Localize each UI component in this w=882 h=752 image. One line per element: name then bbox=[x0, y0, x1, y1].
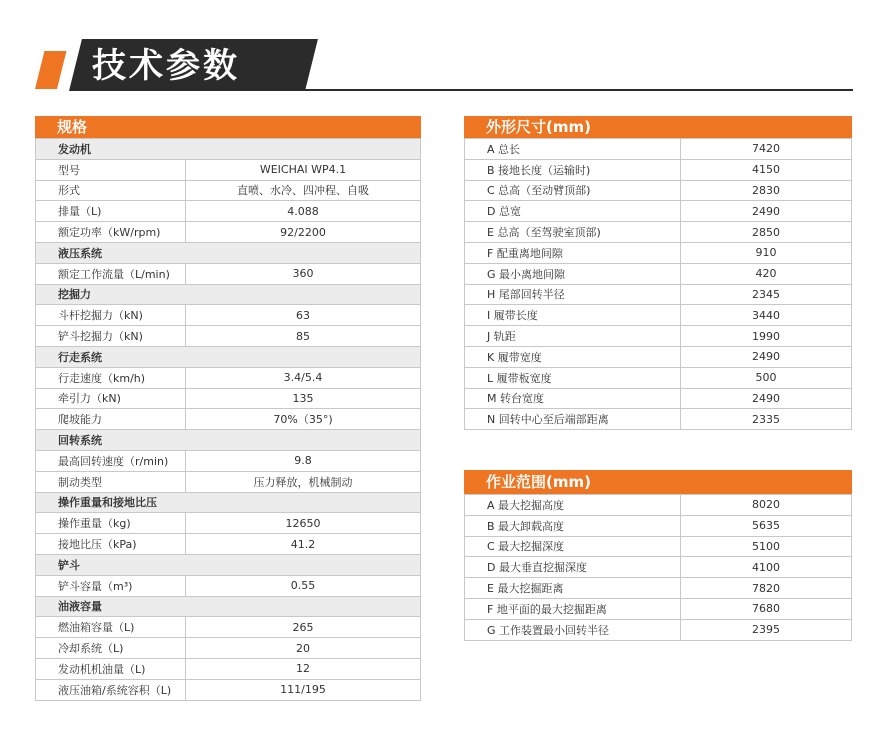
param-name: 接地比压（kPa) bbox=[36, 534, 186, 555]
param-value: 2490 bbox=[681, 201, 852, 222]
param-value: 92/2200 bbox=[186, 222, 421, 243]
param-value: 7680 bbox=[681, 598, 852, 619]
table-row bbox=[465, 180, 852, 201]
table-row bbox=[36, 367, 421, 388]
param-value: 41.2 bbox=[186, 534, 421, 555]
table-row bbox=[36, 159, 421, 180]
table-row bbox=[36, 305, 421, 326]
param-value: 2395 bbox=[681, 619, 852, 640]
param-value: 4.088 bbox=[186, 201, 421, 222]
param-name: A 总长 bbox=[465, 139, 681, 160]
table-row bbox=[465, 388, 852, 409]
param-value: 360 bbox=[186, 263, 421, 284]
param-name: J 轨距 bbox=[465, 326, 681, 347]
specs-panel bbox=[35, 116, 421, 701]
param-name: I 履带长度 bbox=[465, 305, 681, 326]
table-row bbox=[465, 346, 852, 367]
param-name: L 履带板宽度 bbox=[465, 367, 681, 388]
table-row bbox=[465, 222, 852, 243]
dimensions-panel bbox=[464, 116, 852, 430]
param-name: 最高回转速度（r/min) bbox=[36, 450, 186, 471]
table-row bbox=[36, 263, 421, 284]
param-value: 0.55 bbox=[186, 575, 421, 596]
param-value: 5100 bbox=[681, 536, 852, 557]
specs-table bbox=[35, 138, 421, 701]
table-row bbox=[36, 471, 421, 492]
param-value: 12 bbox=[186, 658, 421, 679]
table-row bbox=[465, 326, 852, 347]
param-name: E 总高（至驾驶室顶部) bbox=[465, 222, 681, 243]
table-row bbox=[465, 409, 852, 430]
param-value: 3.4/5.4 bbox=[186, 367, 421, 388]
specs-header: 规格 bbox=[35, 116, 421, 138]
section-header-row bbox=[36, 596, 421, 617]
param-name: 铲斗容量（m³) bbox=[36, 575, 186, 596]
param-value: 500 bbox=[681, 367, 852, 388]
param-value: 265 bbox=[186, 617, 421, 638]
table-row bbox=[36, 326, 421, 347]
page-title: 技术参数 bbox=[92, 46, 240, 86]
param-name: 爬坡能力 bbox=[36, 409, 186, 430]
param-name: 铲斗挖掘力（kN) bbox=[36, 326, 186, 347]
table-row bbox=[36, 409, 421, 430]
table-row bbox=[465, 263, 852, 284]
param-name: 操作重量（kg) bbox=[36, 513, 186, 534]
param-value: 70%（35°) bbox=[186, 409, 421, 430]
table-row bbox=[36, 658, 421, 679]
table-row bbox=[465, 367, 852, 388]
table-row bbox=[465, 578, 852, 599]
param-name: 斗杆挖掘力（kN) bbox=[36, 305, 186, 326]
param-name: 额定工作流量（L/min) bbox=[36, 263, 186, 284]
param-value: 直喷、水冷、四冲程、自吸 bbox=[186, 180, 421, 201]
table-row bbox=[465, 201, 852, 222]
section-header-row bbox=[36, 242, 421, 263]
param-value: 63 bbox=[186, 305, 421, 326]
table-row bbox=[36, 388, 421, 409]
param-value: 4150 bbox=[681, 159, 852, 180]
working-range-table bbox=[464, 494, 852, 641]
title-underline bbox=[275, 89, 853, 91]
param-name: 牵引力（kN) bbox=[36, 388, 186, 409]
param-value: 910 bbox=[681, 242, 852, 263]
table-row bbox=[36, 679, 421, 700]
table-row bbox=[465, 598, 852, 619]
title-accent-stripe bbox=[35, 51, 66, 89]
param-value: 2830 bbox=[681, 180, 852, 201]
param-value: 5635 bbox=[681, 515, 852, 536]
table-row bbox=[36, 513, 421, 534]
table-row bbox=[465, 284, 852, 305]
param-name: C 总高（至动臂顶部) bbox=[465, 180, 681, 201]
section-header-row bbox=[36, 430, 421, 451]
table-row bbox=[36, 201, 421, 222]
section-title: 发动机 bbox=[36, 139, 421, 160]
section-header-row bbox=[36, 554, 421, 575]
param-value: WEICHAI WP4.1 bbox=[186, 159, 421, 180]
param-value: 420 bbox=[681, 263, 852, 284]
param-value: 压力释放，机械制动 bbox=[186, 471, 421, 492]
table-row bbox=[36, 575, 421, 596]
param-name: H 尾部回转半径 bbox=[465, 284, 681, 305]
param-name: 形式 bbox=[36, 180, 186, 201]
param-name: F 地平面的最大挖掘距离 bbox=[465, 598, 681, 619]
dimensions-header: 外形尺寸(mm) bbox=[464, 116, 852, 138]
param-name: 液压油箱/系统容积（L) bbox=[36, 679, 186, 700]
param-value: 135 bbox=[186, 388, 421, 409]
param-value: 9.8 bbox=[186, 450, 421, 471]
dimensions-table bbox=[464, 138, 852, 430]
param-name: G 工作装置最小回转半径 bbox=[465, 619, 681, 640]
param-name: G 最小离地间隙 bbox=[465, 263, 681, 284]
param-name: 行走速度（km/h) bbox=[36, 367, 186, 388]
param-value: 2850 bbox=[681, 222, 852, 243]
table-row bbox=[36, 180, 421, 201]
param-name: 排量（L) bbox=[36, 201, 186, 222]
working-range-panel bbox=[464, 470, 852, 641]
param-name: E 最大挖掘距离 bbox=[465, 578, 681, 599]
param-value: 1990 bbox=[681, 326, 852, 347]
table-row bbox=[465, 242, 852, 263]
param-name: 冷却系统（L) bbox=[36, 638, 186, 659]
param-value: 7820 bbox=[681, 578, 852, 599]
param-name: A 最大挖掘高度 bbox=[465, 495, 681, 516]
table-row bbox=[465, 495, 852, 516]
param-value: 2345 bbox=[681, 284, 852, 305]
param-name: F 配重离地间隙 bbox=[465, 242, 681, 263]
param-value: 4100 bbox=[681, 557, 852, 578]
table-row bbox=[465, 159, 852, 180]
param-name: 制动类型 bbox=[36, 471, 186, 492]
param-value: 2335 bbox=[681, 409, 852, 430]
param-value: 8020 bbox=[681, 495, 852, 516]
table-row bbox=[36, 617, 421, 638]
section-title: 油液容量 bbox=[36, 596, 421, 617]
param-name: 额定功率（kW/rpm) bbox=[36, 222, 186, 243]
working-range-header: 作业范围(mm) bbox=[464, 470, 852, 494]
section-title: 行走系统 bbox=[36, 346, 421, 367]
param-value: 2490 bbox=[681, 346, 852, 367]
param-name: M 转台宽度 bbox=[465, 388, 681, 409]
param-name: D 最大垂直挖掘深度 bbox=[465, 557, 681, 578]
section-title: 液压系统 bbox=[36, 242, 421, 263]
section-header-row bbox=[36, 139, 421, 160]
table-row bbox=[36, 222, 421, 243]
param-value: 3440 bbox=[681, 305, 852, 326]
table-row bbox=[465, 619, 852, 640]
param-name: C 最大挖掘深度 bbox=[465, 536, 681, 557]
param-value: 2490 bbox=[681, 388, 852, 409]
param-name: 燃油箱容量（L) bbox=[36, 617, 186, 638]
param-name: K 履带宽度 bbox=[465, 346, 681, 367]
table-row bbox=[465, 515, 852, 536]
table-row bbox=[36, 450, 421, 471]
param-name: N 回转中心至后端部距离 bbox=[465, 409, 681, 430]
table-row bbox=[465, 139, 852, 160]
param-value: 111/195 bbox=[186, 679, 421, 700]
section-header-row bbox=[36, 284, 421, 305]
title-banner bbox=[35, 39, 853, 94]
table-row bbox=[465, 536, 852, 557]
param-value: 7420 bbox=[681, 139, 852, 160]
param-name: 型号 bbox=[36, 159, 186, 180]
section-title: 挖掘力 bbox=[36, 284, 421, 305]
table-row bbox=[36, 534, 421, 555]
table-row bbox=[36, 638, 421, 659]
section-title: 铲斗 bbox=[36, 554, 421, 575]
param-name: D 总宽 bbox=[465, 201, 681, 222]
section-header-row bbox=[36, 492, 421, 513]
param-value: 85 bbox=[186, 326, 421, 347]
param-name: 发动机机油量（L) bbox=[36, 658, 186, 679]
param-value: 12650 bbox=[186, 513, 421, 534]
param-value: 20 bbox=[186, 638, 421, 659]
table-row bbox=[465, 305, 852, 326]
param-name: B 接地长度（运输时) bbox=[465, 159, 681, 180]
table-row bbox=[465, 557, 852, 578]
param-name: B 最大卸载高度 bbox=[465, 515, 681, 536]
section-header-row bbox=[36, 346, 421, 367]
section-title: 回转系统 bbox=[36, 430, 421, 451]
section-title: 操作重量和接地比压 bbox=[36, 492, 421, 513]
